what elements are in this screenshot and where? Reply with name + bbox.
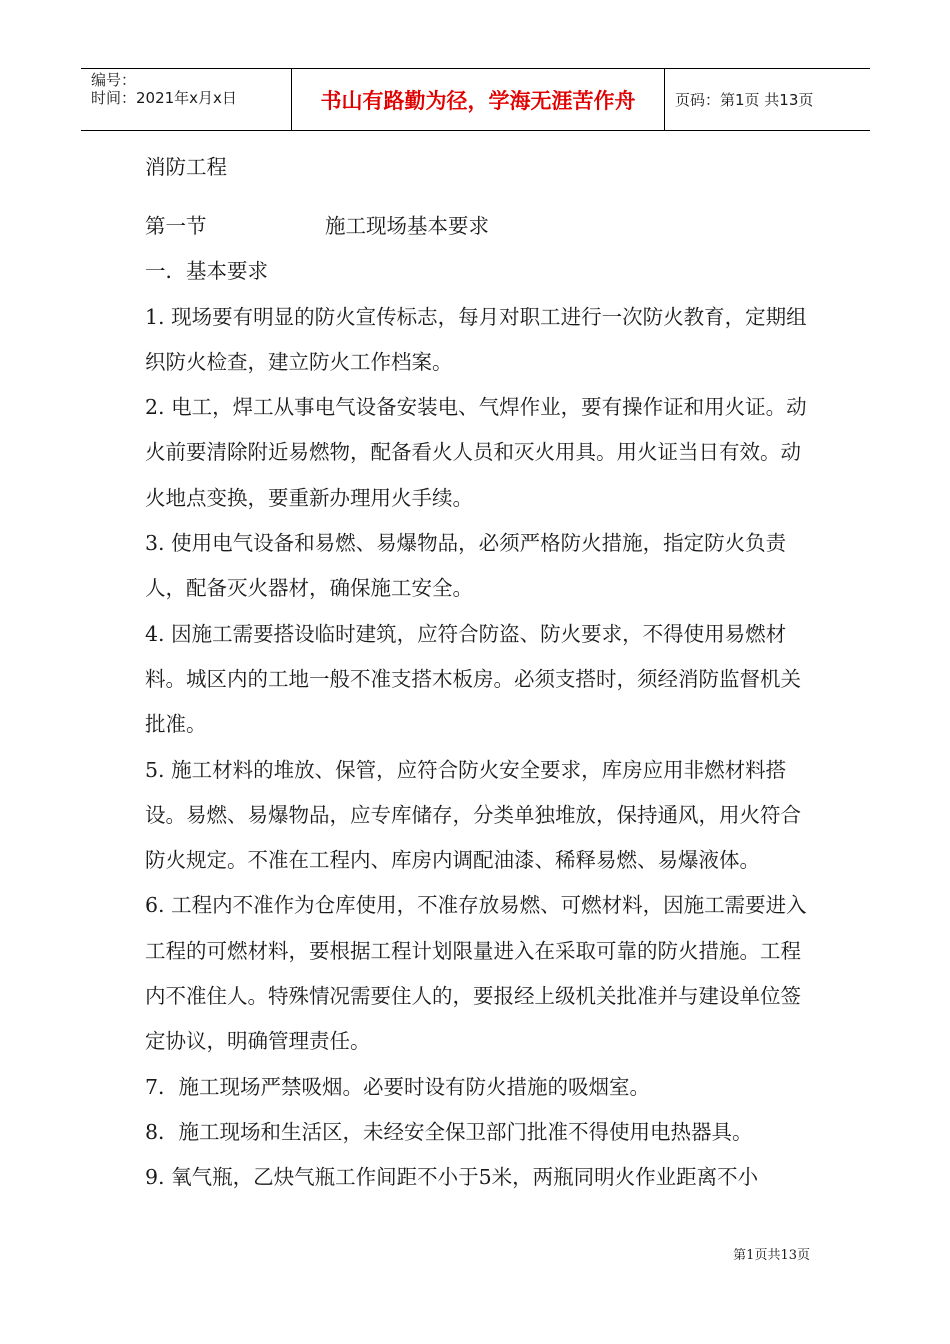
section-title: 施工现场基本要求 <box>325 214 489 238</box>
document-title: 消防工程 <box>145 155 227 179</box>
page-header <box>81 68 870 131</box>
document-date: 时间：2021年x月x日 <box>91 89 237 107</box>
section-label: 第一节 <box>145 214 207 238</box>
document-number: 编号： <box>91 71 137 89</box>
header-meta <box>81 69 292 130</box>
header-page-info: 页码：第1页 共13页 <box>675 91 814 109</box>
paragraph-9: 9. 氧气瓶，乙炔气瓶工作间距不小于5米，两瓶同明火作业距离不小 <box>145 1165 759 1190</box>
paragraph-7: 7．施工现场严禁吸烟。必要时设有防火措施的吸烟室。 <box>145 1074 651 1099</box>
paragraph-1: 1. 现场要有明显的防火宣传标志，每月对职工进行一次防火教育，定期组织防火检查，建立防火工作档案。 <box>145 304 807 374</box>
paragraph-2: 2. 电工，焊工从事电气设备安装电、气焊作业，要有操作证和用火证。动火前要清除附近易燃物，配备看火人员和灭火用具。用火证当日有效。动火地点变换，要重新办理用火手续。 <box>145 395 807 510</box>
page-footer: 第1页共13页 <box>733 1248 810 1263</box>
paragraph-6: 6. 工程内不准作为仓库使用，不准存放易燃、可燃材料，因施工需要进入工程的可燃材料，要根据工程计划限量进入在采取可靠的防火措施。工程内不准住人。特殊情况需要住人的，要报经上级机关批准并与建设单位签定协议，明确管理责任。 <box>145 893 807 1054</box>
section-heading <box>145 204 810 249</box>
document-body <box>145 150 810 1201</box>
subsection-heading: 一．基本要求 <box>145 259 268 284</box>
paragraph-5: 5. 施工材料的堆放、保管，应符合防火安全要求，库房应用非燃材料搭设。易燃、易爆物品，应专库储存，分类单独堆放，保持通风，用火符合防火规定。不准在工程内、库房内调配油漆、稀释易燃、易爆液体。 <box>145 757 801 873</box>
header-motto: 书山有路勤为径，学海无涯苦作舟 <box>292 69 665 130</box>
paragraph-8: 8．施工现场和生活区，未经安全保卫部门批准不得使用电热器具。 <box>145 1119 753 1144</box>
paragraph-3: 3. 使用电气设备和易燃、易爆物品，必须严格防火措施，指定防火负责人，配备灭火器材，确保施工安全。 <box>145 531 787 601</box>
paragraph-4: 4. 因施工需要搭设临时建筑，应符合防盗、防火要求，不得使用易燃材料。城区内的工地一般不准支搭木板房。必须支搭时，须经消防监督机关批准。 <box>145 621 801 737</box>
